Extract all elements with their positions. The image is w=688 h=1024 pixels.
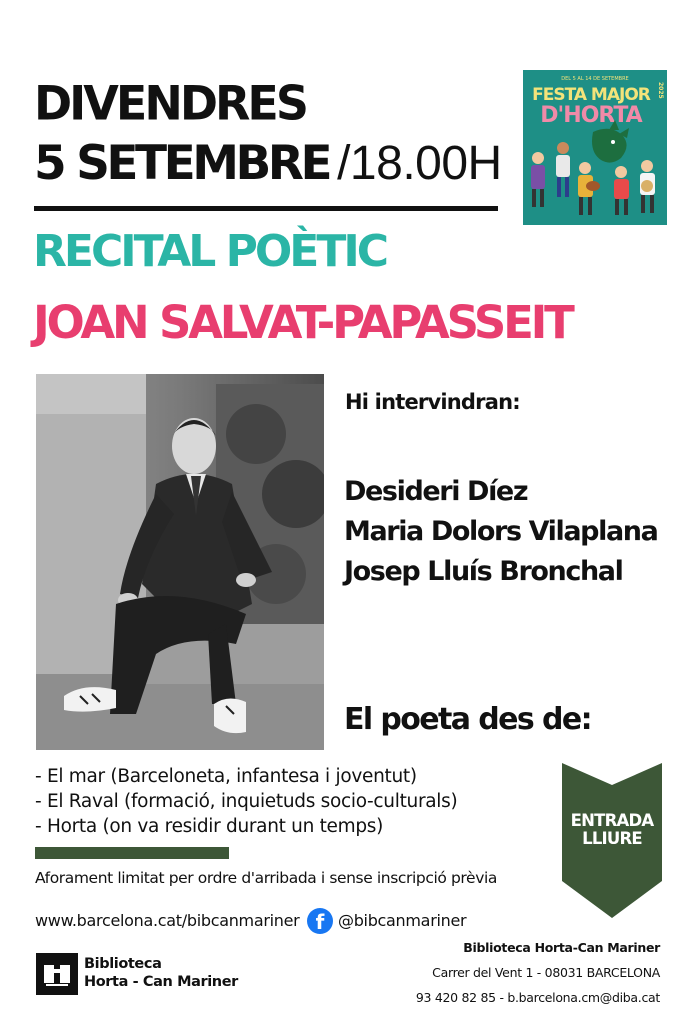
speakers-heading: Hi intervindran: — [345, 390, 520, 414]
speaker-name: Maria Dolors Vilaplana — [344, 516, 658, 547]
list-item: - Horta (on va residir durant un temps) — [35, 816, 384, 837]
poet-photo — [36, 374, 324, 750]
festa-title-1: FESTA MAJOR — [532, 85, 650, 105]
library-name-line1: Biblioteca — [84, 956, 162, 972]
library-name-line2: Horta - Can Mariner — [84, 974, 238, 990]
list-item: - El mar (Barceloneta, infantesa i joventut) — [35, 766, 417, 787]
event-date: 5 SETEMBRE — [34, 136, 330, 191]
green-divider — [35, 847, 229, 859]
list-item: - El Raval (formació, inquietuds socio-culturals) — [35, 791, 458, 812]
capacity-notice: Aforament limitat per ordre d'arribada i sense inscripció prèvia — [35, 869, 497, 887]
festa-title-2: D'HORTA — [540, 103, 642, 128]
black-divider — [34, 206, 498, 211]
address-street: Carrer del Vent 1 - 08031 BARCELONA — [432, 965, 660, 980]
library-address — [416, 935, 660, 1010]
event-title: RECITAL POÈTIC — [33, 226, 386, 277]
festa-major-logo — [523, 70, 667, 225]
free-entry-line2: LLIURE — [582, 829, 642, 848]
poet-from-heading: El poeta des de: — [344, 702, 592, 737]
speaker-name: Desideri Díez — [344, 476, 528, 507]
event-date-line — [34, 136, 502, 191]
event-time: /18.00H — [337, 137, 502, 190]
speaker-name: Josep Lluís Bronchal — [344, 556, 623, 587]
speakers-list — [344, 472, 657, 592]
poet-places-list — [35, 764, 457, 839]
facebook-icon: f — [307, 908, 333, 934]
poet-name: JOAN SALVAT-PAPASSEIT — [33, 296, 572, 349]
website-link[interactable]: www.barcelona.cat/bibcanmariner — [35, 911, 300, 930]
event-day: DIVENDRES — [34, 75, 306, 131]
address-name: Biblioteca Horta-Can Mariner — [463, 940, 660, 955]
facebook-handle[interactable]: @bibcanmariner — [338, 911, 467, 930]
free-entry-badge — [562, 812, 662, 848]
library-logo-icon — [36, 953, 78, 995]
festa-dates: DEL 5 AL 14 DE SETEMBRE — [561, 76, 629, 82]
free-entry-line1: ENTRADA — [570, 811, 654, 830]
festa-year: 2025 — [657, 82, 664, 99]
address-contact: 93 420 82 85 - b.barcelona.cm@diba.cat — [415, 990, 660, 1005]
library-name — [84, 955, 238, 991]
